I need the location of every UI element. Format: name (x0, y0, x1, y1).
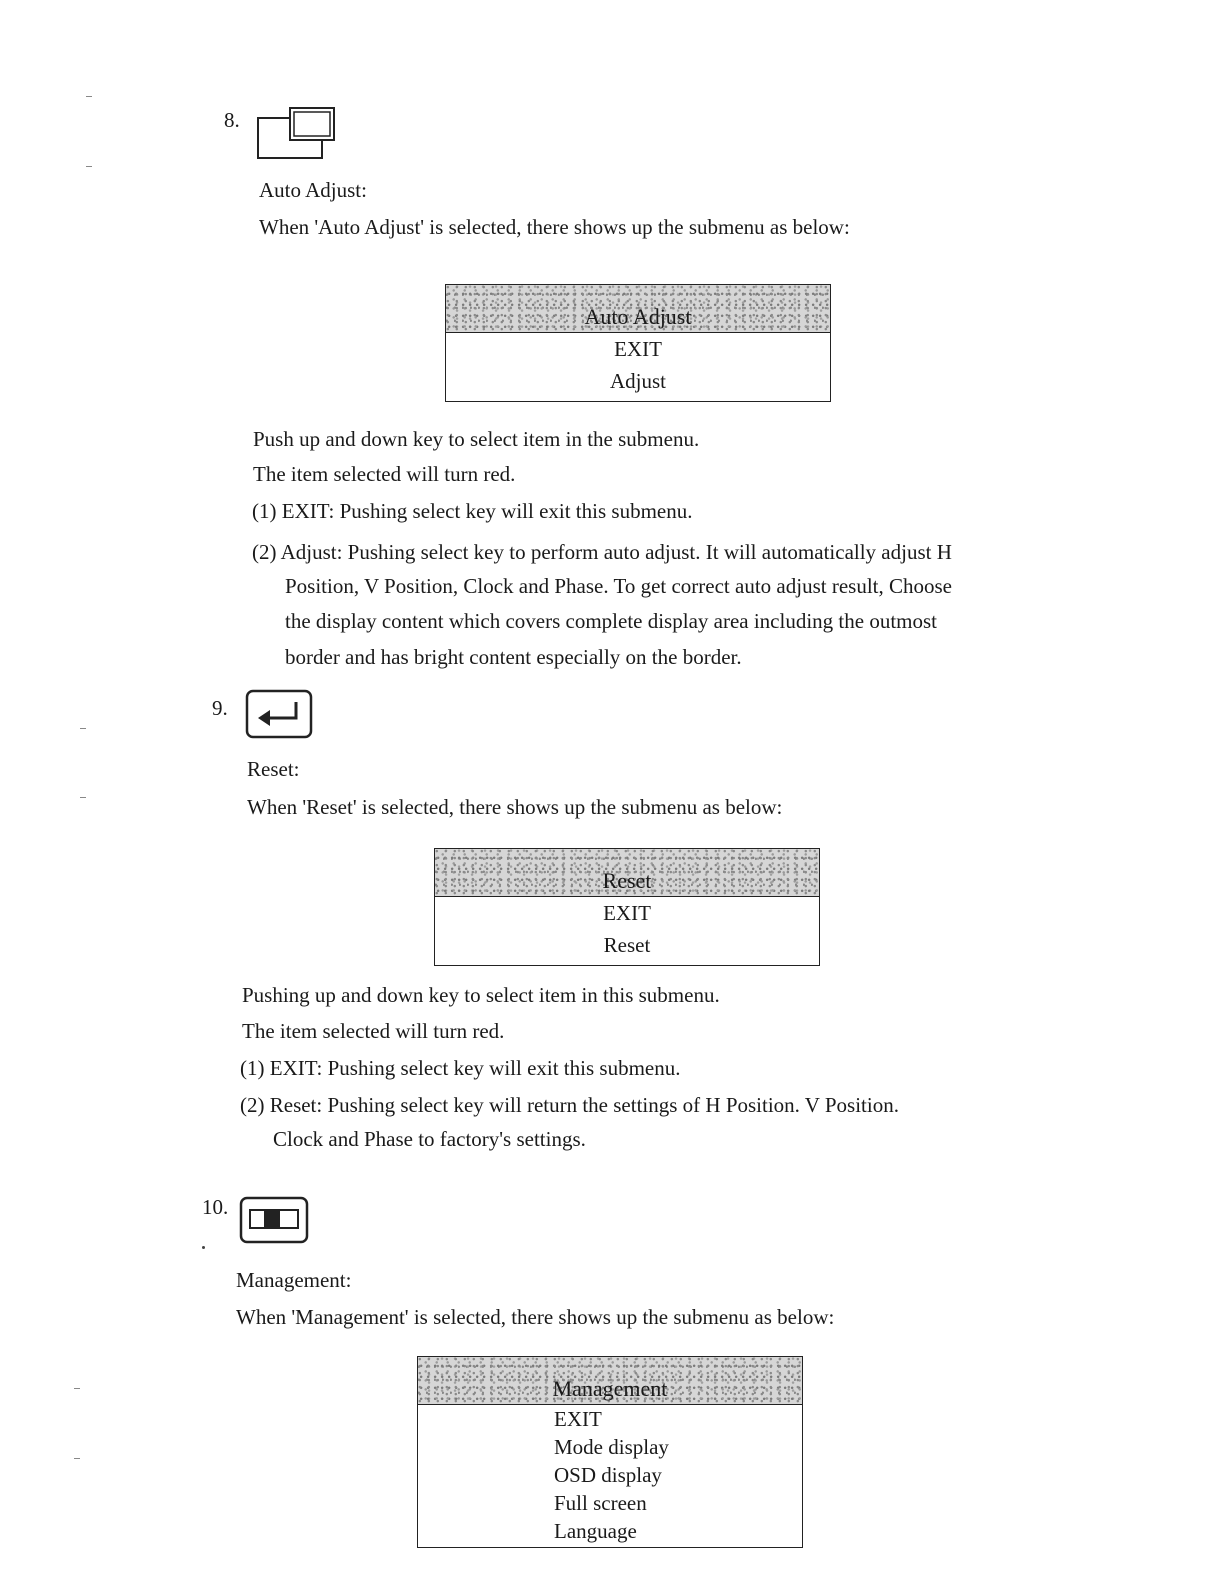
auto-adjust-submenu (445, 284, 831, 402)
section-heading: Auto Adjust: (259, 178, 367, 202)
section-number: 10. (202, 1195, 229, 1219)
instruction-line: Pushing up and down key to select item in this submenu. (242, 983, 720, 1007)
submenu-item-adjust[interactable]: Adjust (609, 369, 666, 393)
reset-enter-icon (244, 688, 316, 740)
scan-speck (202, 1246, 205, 1249)
submenu-title: Auto Adjust (446, 285, 830, 333)
instruction-line: (2) Adjust: Pushing select key to perform auto adjust. It will automatically adjust H (252, 540, 952, 564)
section-heading: Reset: (247, 757, 300, 781)
scan-speck (74, 1458, 80, 1459)
instruction-line: The item selected will turn red. (253, 462, 516, 486)
section-intro: When 'Management' is selected, there shows up the submenu as below: (236, 1305, 835, 1329)
submenu-item-reset[interactable]: Reset (603, 933, 651, 957)
section-intro: When 'Auto Adjust' is selected, there shows up the submenu as below: (259, 215, 850, 239)
section-heading: Management: (236, 1268, 352, 1292)
instruction-line: The item selected will turn red. (242, 1019, 505, 1043)
scan-speck (80, 728, 86, 729)
submenu-item-mode-display[interactable]: Mode display (554, 1435, 669, 1459)
scan-speck (80, 797, 86, 798)
instruction-line: Push up and down key to select item in the submenu. (253, 427, 700, 451)
management-icon (238, 1195, 312, 1247)
instruction-line: (1) EXIT: Pushing select key will exit this submenu. (240, 1056, 681, 1080)
section-number: 8. (224, 108, 240, 132)
instruction-line: (1) EXIT: Pushing select key will exit this submenu. (252, 499, 693, 523)
instruction-line: Clock and Phase to factory's settings. (273, 1127, 586, 1151)
submenu-item-exit[interactable]: EXIT (614, 337, 662, 361)
submenu-item-exit[interactable]: EXIT (554, 1407, 602, 1431)
instruction-line: Position, V Position, Clock and Phase. To get correct auto adjust result, Choose (285, 574, 952, 598)
auto-adjust-icon (254, 104, 338, 162)
scan-speck (86, 166, 92, 167)
instruction-line: border and has bright content especially on the border. (285, 645, 742, 669)
submenu-item-full-screen[interactable]: Full screen (554, 1491, 647, 1515)
submenu-item-osd-display[interactable]: OSD display (554, 1463, 662, 1487)
scan-speck (74, 1388, 80, 1389)
submenu-title: Reset (435, 849, 819, 897)
instruction-line: the display content which covers complete display area including the outmost (285, 609, 937, 633)
section-intro: When 'Reset' is selected, there shows up the submenu as below: (247, 795, 783, 819)
instruction-line: (2) Reset: Pushing select key will return the settings of H Position. V Position. (240, 1093, 899, 1117)
submenu-title: Management (418, 1357, 802, 1405)
reset-submenu (434, 848, 820, 966)
submenu-item-language[interactable]: Language (554, 1519, 637, 1543)
scan-speck (86, 96, 92, 97)
management-submenu (417, 1356, 803, 1548)
submenu-item-exit[interactable]: EXIT (603, 901, 651, 925)
section-number: 9. (212, 696, 228, 720)
